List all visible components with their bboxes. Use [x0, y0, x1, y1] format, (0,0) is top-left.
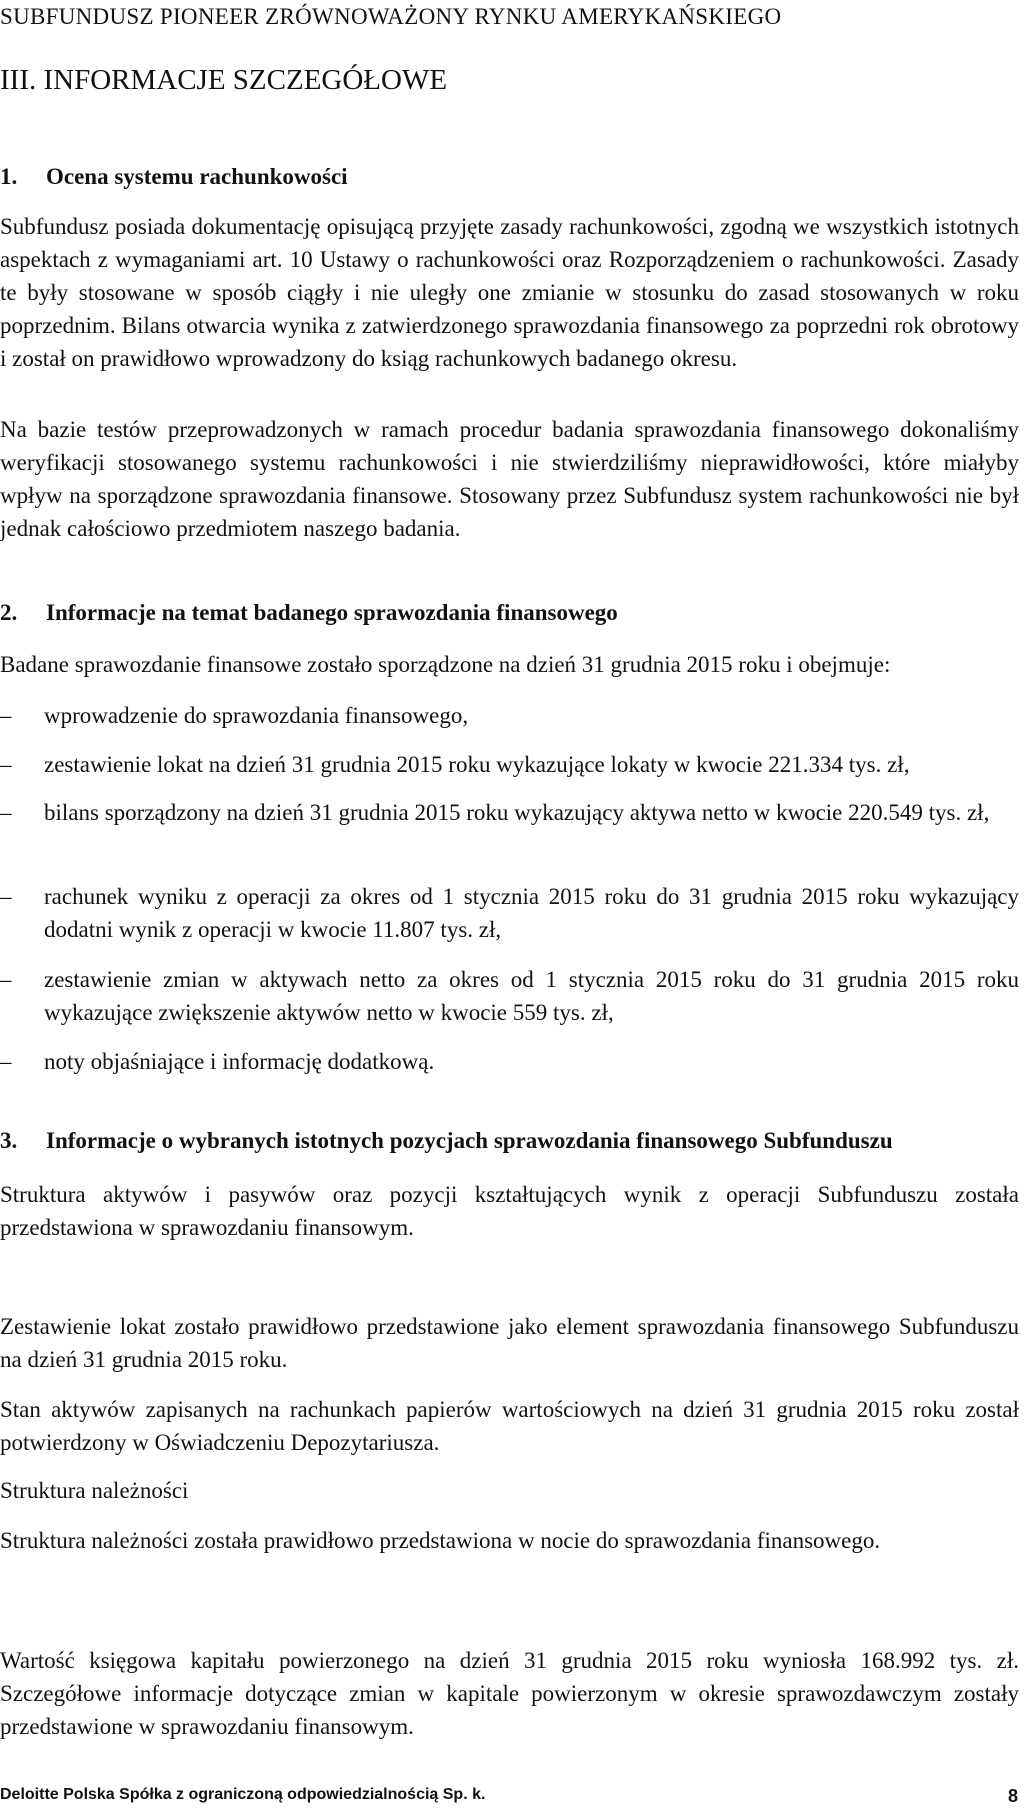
list-dash: – [0, 967, 12, 992]
list-item-text: wprowadzenie do sprawozdania finansowego, [44, 703, 469, 728]
section-2-heading [0, 600, 618, 626]
list-item-text: zestawienie zmian w aktywach netto za okres od 1 stycznia 2015 roku do 31 grudnia 2015 roku wykazujące zwiększenie aktywów netto w kwocie 559 tys. zł, [44, 967, 1019, 1025]
list-item [0, 748, 1019, 781]
list-dash: – [0, 800, 12, 825]
footer-firm-name: Deloitte Polska Spółka z ograniczoną odpowiedzialnością Sp. k. [0, 1786, 486, 1803]
list-item-text: noty objaśniające i informację dodatkową. [44, 1049, 435, 1074]
section-3-paragraph-2: Zestawienie lokat zostało prawidłowo przedstawione jako element sprawozdania finansowego Subfunduszu na dzień 31 grudnia 2015 roku. [0, 1314, 1019, 1372]
list-item [0, 963, 1019, 1029]
list-dash: – [0, 884, 12, 909]
page-footer [0, 1786, 1018, 1804]
list-item [0, 796, 1019, 829]
list-dash: – [0, 752, 12, 777]
section-3-heading [0, 1128, 893, 1154]
section-3-paragraph-5: Wartość księgowa kapitału powierzonego na dzień 31 grudnia 2015 roku wyniosła 168.992 tys. zł. Szczegółowe informacje dotyczące zmian w kapitale powierzonym w okresie sprawozdawczym zostały przedstawione w sprawozdaniu finansowym. [0, 1648, 1019, 1739]
list-item-text: rachunek wyniku z operacji za okres od 1 stycznia 2015 roku do 31 grudnia 2015 roku wykazujący dodatni wynik z operacji w kwocie 11.807 tys. zł, [44, 884, 1019, 942]
list-dash: – [0, 703, 12, 728]
section-1-heading [0, 164, 348, 190]
section-3-paragraph-4: Struktura należności została prawidłowo przedstawiona w nocie do sprawozdania finansowego. [0, 1528, 881, 1553]
section-2-number: 2. [0, 600, 18, 625]
section-3-paragraph-3: Stan aktywów zapisanych na rachunkach papierów wartościowych na dzień 31 grudnia 2015 roku został potwierdzony w Oświadczeniu Depozytariusza. [0, 1397, 1019, 1455]
section-3-title: Informacje o wybranych istotnych pozycjach sprawozdania finansowego Subfunduszu [46, 1128, 893, 1153]
list-dash: – [0, 1049, 12, 1074]
section-1-number: 1. [0, 164, 18, 189]
document-header: SUBFUNDUSZ PIONEER ZRÓWNOWAŻONY RYNKU AMERYKAŃSKIEGO [0, 4, 782, 29]
section-1-paragraph-2: Na bazie testów przeprowadzonych w ramach procedur badania sprawozdania finansowego dokonaliśmy weryfikacji stosowanego systemu rachunkowości i nie stwierdziliśmy nieprawidłowości, które miałyby wpływ na sporządzone sprawozdania finansowe. Stosowany przez Subfundusz system rachunkowości nie był jednak całościowo przedmiotem naszego badania. [0, 417, 1019, 541]
section-title: III. INFORMACJE SZCZEGÓŁOWE [0, 64, 448, 96]
section-3-paragraph-1: Struktura aktywów i pasywów oraz pozycji kształtujących wynik z operacji Subfunduszu została przedstawiona w sprawozdaniu finansowym. [0, 1182, 1019, 1240]
list-item [0, 880, 1019, 946]
section-2-intro: Badane sprawozdanie finansowe zostało sporządzone na dzień 31 grudnia 2015 roku i obejmuje: [0, 652, 891, 677]
section-2-title: Informacje na temat badanego sprawozdania finansowego [46, 600, 618, 625]
section-1-paragraph-1: Subfundusz posiada dokumentację opisującą przyjęte zasady rachunkowości, zgodną we wszystkich istotnych aspektach z wymaganiami art. 10 Ustawy o rachunkowości oraz Rozporządzeniem o rachunkowości. Zasady te były stosowane w sposób ciągły i nie uległy one zmianie w stosunku do zasad stosowanych w roku poprzednim. Bilans otwarcia wynika z zatwierdzonego sprawozdania finansowego za poprzedni rok obrotowy i został on prawidłowo wprowadzony do ksiąg rachunkowych badanego okresu. [0, 214, 1019, 371]
section-1-title: Ocena systemu rachunkowości [46, 164, 348, 189]
list-item [0, 699, 1019, 732]
receivables-subheading: Struktura należności [0, 1478, 189, 1503]
list-item [0, 1045, 1019, 1078]
page-number: 8 [1007, 1786, 1018, 1806]
section-3-number: 3. [0, 1128, 18, 1153]
list-item-text: bilans sporządzony na dzień 31 grudnia 2015 roku wykazujący aktywa netto w kwocie 220.549 tys. zł, [44, 800, 990, 825]
list-item-text: zestawienie lokat na dzień 31 grudnia 2015 roku wykazujące lokaty w kwocie 221.334 tys. zł, [44, 752, 910, 777]
